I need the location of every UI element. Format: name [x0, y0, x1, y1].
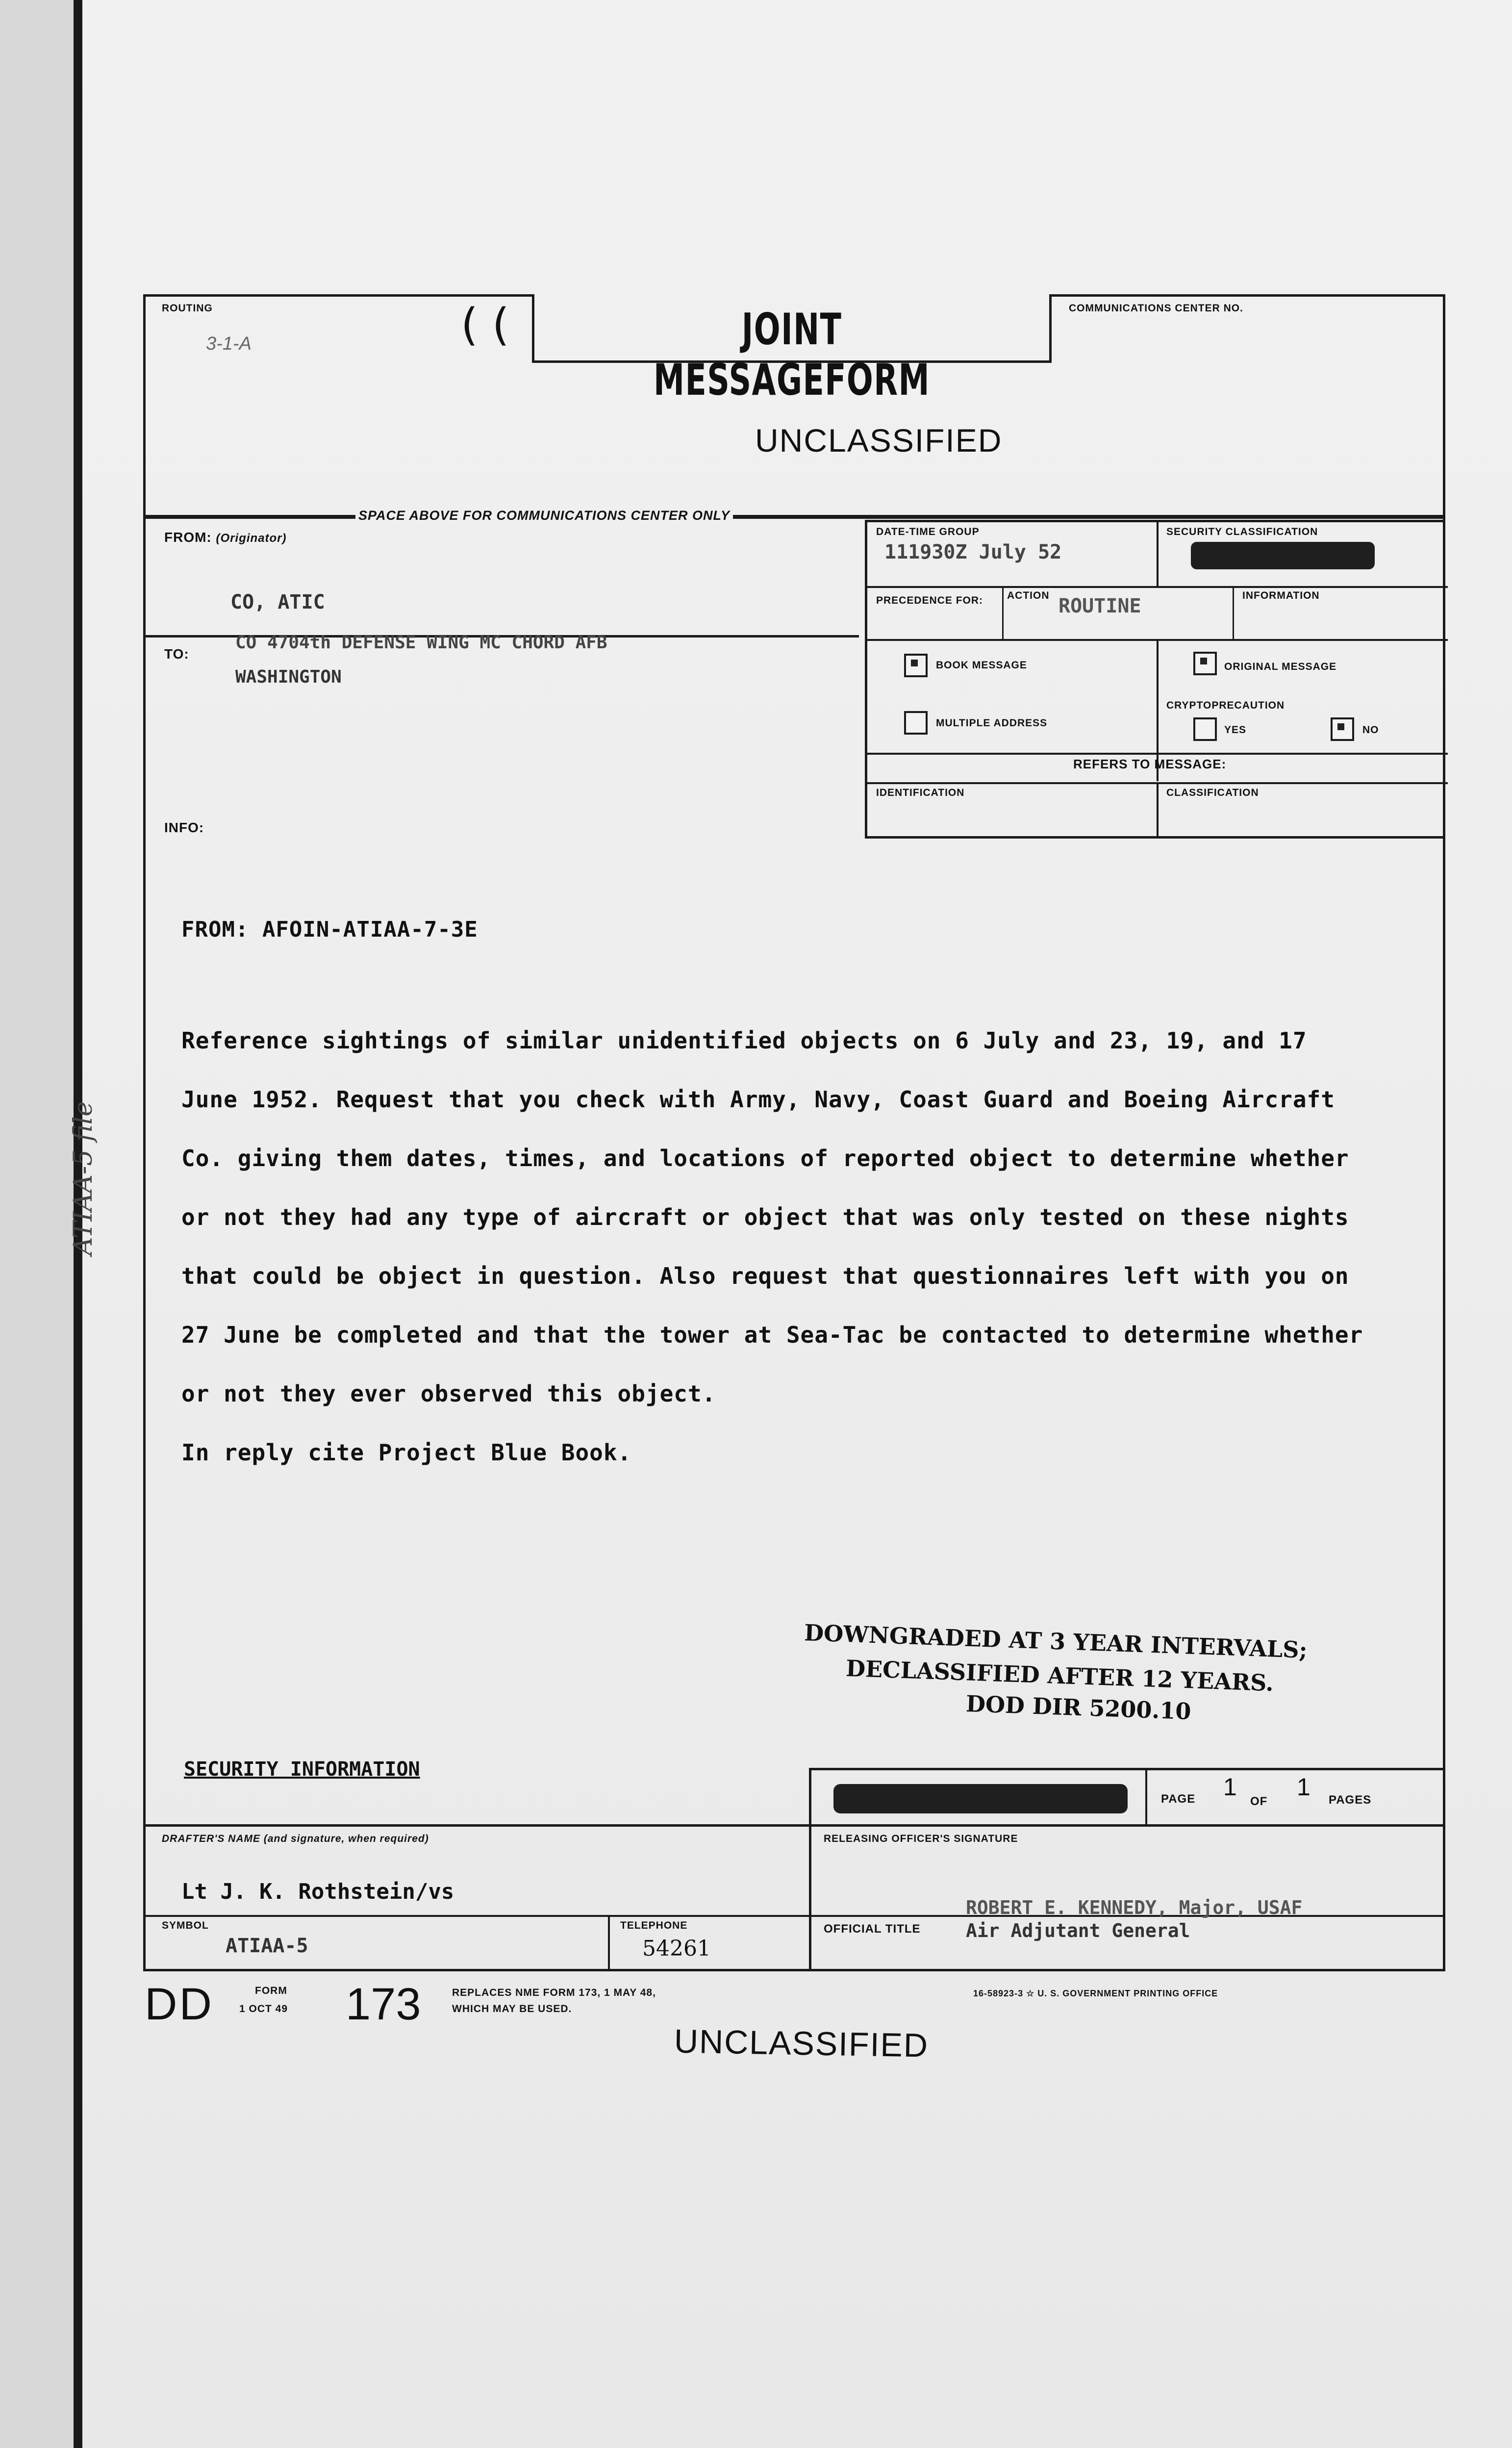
from-sublabel: (Originator) [216, 532, 287, 545]
stamp-line-3: DOD DIR 5200.10 [965, 1690, 1192, 1725]
telephone-label: TELEPHONE [620, 1920, 688, 1931]
rp-vdivider [1157, 522, 1159, 586]
security-redaction [1191, 542, 1375, 569]
rp-hline-3 [867, 753, 1448, 755]
security-information: SECURITY INFORMATION [184, 1758, 420, 1781]
official-title-line2: Air Adjutant General [966, 1920, 1190, 1941]
dtg-label: DATE-TIME GROUP [876, 526, 980, 537]
from-label [164, 530, 287, 545]
space-above-note: SPACE ABOVE FOR COMMUNICATIONS CENTER ONLY [355, 508, 733, 523]
form-title: JOINT MESSAGEFORM [654, 304, 930, 405]
title-bracket-left: ( ( [461, 299, 509, 351]
original-message-checkbox[interactable] [1193, 652, 1217, 675]
security-label: SECURITY CLASSIFICATION [1166, 526, 1318, 537]
message-line-3: Co. giving them dates, times, and locations of reported object to determine whether [181, 1145, 1349, 1172]
message-line-4: or not they had any type of aircraft or object that was only tested on these nights [181, 1204, 1349, 1230]
message-line-6: 27 June be completed and that the tower at Sea-Tac be contacted to determine whether [181, 1322, 1363, 1348]
releasing-label: RELEASING OFFICER'S SIGNATURE [824, 1833, 1018, 1844]
form-number: 173 [346, 1979, 421, 2029]
identification-label: IDENTIFICATION [876, 787, 965, 798]
stamp-line-1: DOWNGRADED AT 3 YEAR INTERVALS; [804, 1619, 1308, 1663]
rp-hline-1 [867, 586, 1448, 588]
footer-rule-1 [809, 1768, 1445, 1770]
form-label: FORM [255, 1985, 287, 1996]
info-label: INFO: [164, 820, 204, 835]
replaces-note: REPLACES NME FORM 173, 1 MAY 48, [452, 1987, 656, 1998]
page-total: 1 [1297, 1773, 1310, 1801]
routing-label: ROUTING [162, 303, 213, 314]
replaces-note-2: WHICH MAY BE USED. [452, 2003, 572, 2014]
footer-security-redaction [833, 1784, 1128, 1813]
form-date: 1 OCT 49 [239, 2003, 288, 2014]
form-title-box [532, 294, 1052, 405]
footer-vline-2 [1145, 1768, 1147, 1824]
book-message-checkbox[interactable] [904, 654, 928, 677]
from-value: CO, ATIC [230, 591, 325, 613]
routing-value: 3-1-A [206, 333, 252, 354]
symbol-value: ATIAA-5 [226, 1935, 308, 1957]
footer-vline-3 [608, 1915, 610, 1971]
message-line-1: Reference sightings of similar unidentified objects on 6 July and 23, 19, and 17 [181, 1027, 1307, 1054]
to-value-line1: CO 4704th DEFENSE WING MC CHORD AFB [235, 633, 607, 653]
original-message-label: ORIGINAL MESSAGE [1224, 661, 1337, 672]
multiple-address-checkbox[interactable] [904, 711, 928, 735]
message-line-8: In reply cite Project Blue Book. [181, 1439, 632, 1466]
crypto-yes-checkbox[interactable] [1193, 717, 1217, 741]
classification-bottom: UNCLASSIFIED [674, 2022, 929, 2065]
side-annotation-text: ATIAA-5 file [69, 1101, 98, 1255]
message-from-line: FROM: AFOIN-ATIAA-7-3E [181, 917, 478, 942]
drafter-label: DRAFTER'S NAME (and signature, when required) [162, 1833, 429, 1844]
classification-top: UNCLASSIFIED [755, 422, 1003, 459]
comm-center-label: COMMUNICATIONS CENTER NO. [1069, 303, 1243, 314]
classification-label: CLASSIFICATION [1166, 787, 1259, 798]
rp-action-divider [1002, 586, 1004, 639]
message-line-5: that could be object in question. Also request that questionnaires left with you on [181, 1263, 1349, 1289]
rp-info-divider [1233, 586, 1234, 639]
page-label: PAGE [1161, 1792, 1196, 1806]
from-label-text: FROM: [164, 530, 212, 545]
crypto-no-checkbox[interactable] [1331, 717, 1354, 741]
official-title-label: OFFICIAL TITLE [824, 1922, 921, 1936]
header-rule [143, 515, 1445, 519]
printing-office: 16-58923-3 ☆ U. S. GOVERNMENT PRINTING OFFICE [973, 1989, 1218, 1998]
right-panel [865, 520, 1445, 839]
to-label: TO: [164, 646, 189, 662]
rp-vdivider-3 [1157, 782, 1159, 839]
refers-to-label: REFERS TO MESSAGE: [1073, 757, 1227, 771]
crypto-no-label: NO [1362, 724, 1379, 736]
drafter-value: Lt J. K. Rothstein/vs [181, 1879, 454, 1904]
pages-label: PAGES [1329, 1793, 1372, 1807]
official-title-line1: ROBERT E. KENNEDY, Major, USAF [966, 1897, 1303, 1918]
message-line-7: or not they ever observed this object. [181, 1380, 716, 1407]
dd-mark: DD [145, 1979, 214, 2029]
stamp-line-2: DECLASSIFIED AFTER 12 YEARS. [845, 1655, 1274, 1697]
dtg-value: 111930Z July 52 [884, 541, 1062, 563]
action-value: ROUTINE [1058, 595, 1141, 617]
message-line-2: June 1952. Request that you check with Army, Navy, Coast Guard and Boeing Aircraft [181, 1086, 1335, 1113]
action-label: ACTION [1007, 590, 1050, 601]
footer-rule-2 [143, 1824, 1445, 1827]
cryptoprecaution-label: CRYPTOPRECAUTION [1166, 700, 1285, 711]
footer-vline-1 [809, 1768, 811, 1971]
multiple-address-label: MULTIPLE ADDRESS [936, 717, 1048, 729]
side-annotation [69, 1010, 98, 1255]
crypto-yes-label: YES [1224, 724, 1247, 736]
of-label: OF [1250, 1795, 1268, 1808]
rp-hline-4 [867, 782, 1448, 784]
book-message-label: BOOK MESSAGE [936, 660, 1027, 671]
symbol-label: SYMBOL [162, 1920, 209, 1931]
information-label: INFORMATION [1242, 590, 1320, 601]
to-value-line2: WASHINGTON [235, 667, 342, 687]
rp-hline-2 [867, 639, 1448, 641]
page-num: 1 [1223, 1773, 1237, 1801]
telephone-value: 54261 [642, 1936, 711, 1961]
precedence-label: PRECEDENCE FOR: [876, 595, 983, 606]
